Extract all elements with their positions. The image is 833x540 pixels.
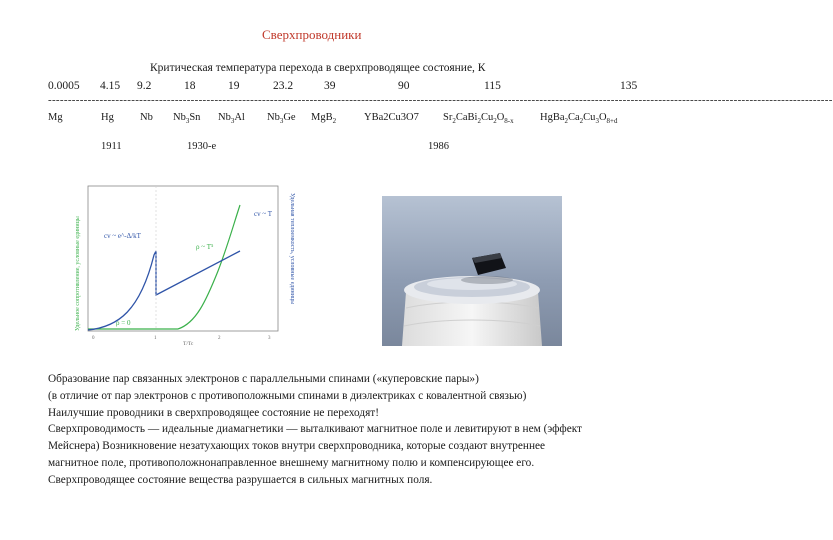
material-label: $Nb_3Ge$	[267, 112, 296, 126]
temperature-value: 18	[184, 80, 196, 92]
material-label: $Sr_2CaBi_2Cu_2O_{8-x}$	[443, 112, 514, 126]
temperature-value: 19	[228, 80, 240, 92]
temperature-value: 9.2	[137, 80, 152, 92]
text-line: Сверхпроводящее состояние вещества разрушается в сильных магнитных поля.	[48, 473, 433, 486]
text-line: Мейснера) Возникновение незатухающих токов внутри сверхпроводника, которые создают внутреннее	[48, 440, 546, 453]
separator-line: ------------------------------------------------------------------------------------------------------------------------------------------------------------------------------------------------------	[48, 94, 833, 106]
slide-title: Сверхпроводники	[262, 27, 362, 42]
material-label: $Nb_3Al$	[218, 112, 245, 126]
x-tick: 0	[92, 336, 95, 341]
resistivity-heat-capacity-diagram	[68, 183, 298, 346]
cv-linear-label: cv ~ T	[254, 210, 273, 218]
text-line: Наилучшие проводники в сверхпроводящее состояние не переходят!	[48, 406, 380, 419]
x-tick: 3	[268, 336, 271, 341]
material-label: $HgBa_2Ca_2Cu_3O_{8+d}$	[540, 112, 618, 126]
material-label: $Nb_3Sn$	[173, 112, 201, 126]
material-label: Mg	[48, 112, 63, 123]
rho-zero-label: ρ = 0	[116, 319, 131, 327]
x-axis-label: T/Tc	[183, 341, 194, 347]
year-label: 1911	[101, 141, 122, 152]
x-tick: 1	[154, 336, 157, 341]
text-line: (в отличие от пар электронов с противоположными спинами в диэлектриках с ковалентной связью)	[48, 389, 527, 402]
description-text	[48, 371, 720, 489]
x-tick: 2	[218, 336, 221, 341]
temperature-value: 23.2	[273, 80, 294, 92]
cv-exp-label: cv ~ e^-Δ/kT	[104, 232, 141, 240]
temperature-value: 4.15	[100, 80, 121, 92]
text-line: Сверхпроводимость — идеальные диамагнетики — выталкивают магнитное поле и левитируют в нем (эффект	[48, 423, 582, 436]
material-label: YBa2Cu3O7	[364, 112, 419, 123]
text-line: магнитное поле, противоположнонаправленное внешнему магнитному полю и компенсирующее его.	[48, 456, 535, 469]
material-label: Nb	[140, 112, 153, 123]
temperature-value: 0.0005	[48, 80, 80, 92]
left-axis-label: Удельное сопротивление, условные единицы	[75, 216, 81, 331]
material-label: Hg	[101, 112, 114, 123]
year-label: 1930-е	[187, 141, 217, 152]
text-line: Образование пар связанных электронов с параллельными спинами («куперовские пары»)	[48, 373, 479, 385]
temperature-value: 135	[620, 80, 638, 92]
rho-power-label: ρ ~ T⁵	[196, 243, 214, 251]
year-label: 1986	[428, 141, 449, 152]
levitating-magnet-photo	[382, 196, 562, 346]
temperature-value: 115	[484, 80, 501, 92]
right-axis-label: Удельная теплоемкость, условные единицы	[289, 193, 295, 305]
temperature-value: 90	[398, 80, 410, 92]
temperature-value: 39	[324, 80, 336, 92]
temperature-heading: Критическая температура перехода в сверхпроводящее состояние, К	[150, 62, 486, 74]
material-label: MgB$_2$	[311, 112, 337, 126]
